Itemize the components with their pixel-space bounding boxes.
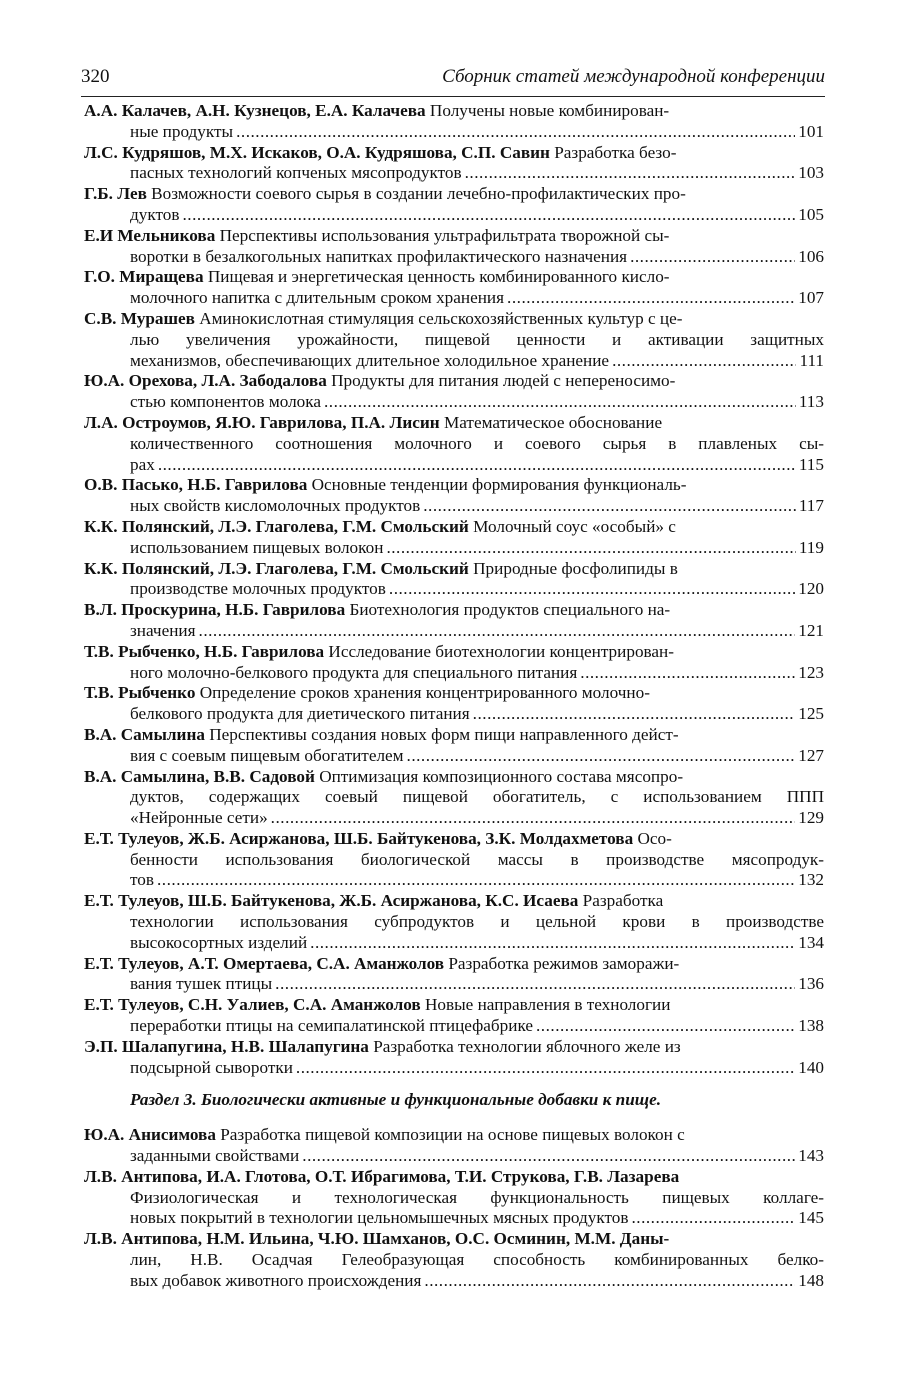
toc-entry: [84, 767, 824, 829]
entry-first-line: [84, 143, 824, 164]
entry-page-number: 123: [798, 662, 824, 682]
entry-title-start: Разработка безо-: [554, 142, 677, 162]
dot-leader: [612, 351, 796, 372]
entry-authors: С.В. Мурашев: [84, 308, 195, 328]
entry-authors: К.К. Полянский, Л.Э. Глаголева, Г.М. Смольский: [84, 516, 469, 536]
entry-title-start: Математическое обоснование: [443, 412, 663, 432]
entry-page-number: 138: [798, 1016, 824, 1036]
dot-leader: [296, 1058, 795, 1079]
entry-authors: Е.Т. Тулеуов, Ж.Б. Асиржанова, Ш.Б. Байтукенова, З.К. Молдахметова: [84, 828, 634, 848]
entry-page-number: 111: [799, 350, 824, 370]
toc-entry: [84, 413, 824, 475]
dot-leader: [324, 392, 796, 413]
entry-page-number: 140: [798, 1057, 824, 1077]
entry-first-line: [84, 1167, 824, 1188]
dot-leader: [631, 1208, 795, 1229]
entry-page-number: 127: [798, 745, 824, 765]
entry-authors: В.А. Самылина: [84, 724, 205, 744]
entry-authors: Е.Т. Тулеуов, Ш.Б. Байтукенова, Ж.Б. Асиржанова, К.С. Исаева: [84, 891, 579, 911]
entry-first-line: [84, 226, 824, 247]
entry-title-middle: технологии использования субпродуктов и цельной крови в производстве: [130, 912, 824, 932]
toc-entry: [84, 184, 824, 226]
dot-leader: [536, 1016, 795, 1037]
entry-title-start: Разработка: [582, 891, 664, 911]
entry-first-line: [84, 559, 824, 580]
entry-title-end: рах: [130, 454, 155, 474]
entry-title-start: Молочный соус «особый» с: [473, 516, 676, 536]
entry-last-line: [84, 870, 824, 891]
entry-first-line: [84, 475, 824, 496]
dot-leader: [580, 663, 795, 684]
entry-first-line: [84, 829, 824, 850]
entry-last-line: [84, 1146, 824, 1167]
entry-first-line: [84, 600, 824, 621]
entry-page-number: 125: [798, 704, 824, 724]
entry-last-line: [84, 392, 824, 413]
entry-title-start: Аминокислотная стимуляция сельскохозяйственных культур с це-: [199, 308, 683, 328]
page-header: [81, 64, 825, 97]
entry-last-line: [84, 288, 824, 309]
entry-authors: Ю.А. Орехова, Л.А. Забодалова: [84, 371, 327, 391]
toc-entry: [84, 642, 824, 684]
entry-first-line: [84, 1037, 824, 1058]
toc-entry: [84, 954, 824, 996]
entry-first-line: [84, 517, 824, 538]
entry-first-line: [84, 413, 824, 434]
dot-leader: [473, 704, 796, 725]
entry-first-line: [84, 995, 824, 1016]
entry-first-line: [84, 767, 824, 788]
entry-authors: К.К. Полянский, Л.Э. Глаголева, Г.М. Смольский: [84, 558, 469, 578]
toc-entry: [84, 475, 824, 517]
entry-title-start: Определение сроков хранения концентрированного молочно-: [199, 683, 650, 703]
dot-leader: [199, 621, 796, 642]
entry-authors: Л.В. Антипова, И.А. Глотова, О.Т. Ибрагимова, Т.И. Струкова, Г.В. Лазарева: [84, 1166, 680, 1186]
dot-leader: [407, 746, 796, 767]
toc-entry: [84, 995, 824, 1037]
entry-title-start: Перспективы создания новых форм пищи направленного дейст-: [209, 724, 679, 744]
entry-first-line: [84, 1229, 824, 1250]
entry-page-number: 129: [798, 808, 824, 828]
entry-title-end: ного молочно-белкового продукта для специального питания: [130, 662, 578, 682]
entry-last-line: [84, 1016, 824, 1037]
entry-title-end: производстве молочных продуктов: [130, 579, 386, 599]
entry-title-middle: бенности использования биологической массы в производстве мясопродук-: [130, 849, 824, 869]
entry-last-line: [84, 455, 824, 476]
dot-leader: [386, 538, 795, 559]
entry-title-start: Исследование биотехнологии концентрирован-: [328, 641, 674, 661]
entry-title-end: высокосортных изделий: [130, 932, 308, 952]
entry-title-start: Разработка технологии яблочного желе из: [373, 1036, 681, 1056]
entry-title-end: вия с соевым пищевым обогатителем: [130, 745, 404, 765]
entry-authors: Т.В. Рыбченко: [84, 683, 196, 703]
entry-title-end: пасных технологий копченых мясопродуктов: [130, 163, 462, 183]
entry-last-line: [84, 933, 824, 954]
entry-first-line: [84, 309, 824, 330]
entry-page-number: 134: [798, 932, 824, 952]
entry-last-line: [84, 205, 824, 226]
entry-page-number: 132: [798, 870, 824, 890]
toc-entry: [84, 725, 824, 767]
toc-entry: [84, 1125, 824, 1167]
entry-first-line: [84, 683, 824, 704]
entry-last-line: [84, 163, 824, 184]
entry-title-start: Перспективы использования ультрафильтрата творожной сы-: [219, 225, 670, 245]
dot-leader: [507, 288, 795, 309]
dot-leader: [275, 974, 795, 995]
toc-entry: [84, 1229, 824, 1291]
entry-page-number: 145: [798, 1208, 824, 1228]
entry-title-start: Возможности соевого сырья в создании лечебно-профилактических про-: [151, 184, 686, 204]
toc-entry: [84, 1037, 824, 1079]
entry-last-line: [84, 704, 824, 725]
entry-authors: Л.А. Остроумов, Я.Ю. Гаврилова, П.А. Лисин: [84, 412, 440, 432]
table-of-contents: [84, 101, 824, 1292]
entry-authors: Г.О. Миращева: [84, 267, 204, 287]
entry-title-end: воротки в безалкогольных напитках профилактического назначения: [130, 246, 628, 266]
entry-title-middle: лью увеличения урожайности, пищевой ценности и активации защитных: [130, 329, 824, 349]
entry-page-number: 107: [798, 288, 824, 308]
toc-entry: [84, 600, 824, 642]
dot-leader: [465, 163, 796, 184]
entry-title-start: Оптимизация композиционного состава мясопро-: [319, 766, 684, 786]
entry-page-number: 103: [798, 163, 824, 183]
toc-entry: [84, 517, 824, 559]
entry-authors: О.В. Пасько, Н.Б. Гаврилова: [84, 475, 308, 495]
entry-title-start: Пищевая и энергетическая ценность комбинированного кисло-: [207, 267, 670, 287]
entry-last-line: [84, 621, 824, 642]
entry-title-start: Получены новые комбинирован-: [429, 101, 670, 120]
entry-page-number: 105: [798, 204, 824, 224]
entry-title-end: переработки птицы на семипалатинской птицефабрике: [130, 1016, 533, 1036]
entry-last-line: [84, 663, 824, 684]
entry-authors: Л.В. Антипова, Н.М. Ильина, Ч.Ю. Шамханов, О.С. Осминин, М.М. Даны-: [84, 1229, 670, 1249]
entry-page-number: 106: [798, 246, 824, 266]
entry-page-number: 121: [798, 620, 824, 640]
entry-authors: Э.П. Шалапугина, Н.В. Шалапугина: [84, 1036, 369, 1056]
dot-leader: [157, 870, 795, 891]
dot-leader: [630, 247, 795, 268]
dot-leader: [158, 455, 796, 476]
entry-title-end: новых покрытий в технологии цельномышечных мясных продуктов: [130, 1208, 629, 1228]
entry-first-line: [84, 642, 824, 663]
entry-authors: В.Л. Проскурина, Н.Б. Гаврилова: [84, 600, 346, 620]
entry-last-line: [84, 808, 824, 829]
entry-title-end: ные продукты: [130, 121, 234, 141]
toc-entry: [84, 1167, 824, 1229]
entry-title-start: Биотехнология продуктов специального на-: [349, 600, 671, 620]
entry-title-start: Основные тенденции формирования функциональ-: [311, 475, 687, 495]
entry-page-number: 101: [798, 121, 824, 141]
entry-first-line: [84, 891, 824, 912]
entry-first-line: [84, 267, 824, 288]
entry-title-end: белкового продукта для диетического питания: [130, 704, 470, 724]
toc-entry: [84, 829, 824, 891]
entry-title-end: подсырной сыворотки: [130, 1057, 293, 1077]
entry-page-number: 117: [798, 496, 824, 516]
entry-first-line: [84, 184, 824, 205]
entry-title-start: Разработка режимов заморажи-: [448, 953, 680, 973]
entry-last-line: [84, 351, 824, 372]
entry-authors: Е.Т. Тулеуов, А.Т. Омертаева, С.А. Аманжолов: [84, 953, 445, 973]
toc-entries-after-section: [84, 1125, 824, 1291]
entry-page-number: 113: [798, 392, 824, 412]
entry-title-end: вания тушек птицы: [130, 974, 273, 994]
dot-leader: [182, 205, 795, 226]
dot-leader: [423, 496, 796, 517]
entry-first-line: [84, 725, 824, 746]
entry-last-line: [84, 122, 824, 143]
entry-last-line: [84, 496, 824, 517]
entry-first-line: [84, 1125, 824, 1146]
entry-title-end: вых добавок животного происхождения: [130, 1270, 422, 1290]
entry-title-middle: Физиологическая и технологическая функциональность пищевых коллаге-: [130, 1187, 824, 1207]
entry-last-line: [84, 247, 824, 268]
entry-title-middle: лин, Н.В. Осадчая Гелеобразующая способность комбинированных белко-: [130, 1250, 824, 1270]
entry-title-end: значения: [130, 620, 196, 640]
toc-entry: [84, 226, 824, 268]
entry-title-start: Разработка пищевой композиции на основе пищевых волокон с: [220, 1125, 685, 1145]
entry-authors: В.А. Самылина, В.В. Садовой: [84, 766, 315, 786]
entry-title-middle: количественного соотношения молочного и соевого сырья в плавленых сы-: [130, 433, 824, 453]
entry-page-number: 148: [798, 1270, 824, 1290]
entry-title-end: молочного напитка с длительным сроком хранения: [130, 288, 505, 308]
entry-authors: А.А. Калачев, А.Н. Кузнецов, Е.А. Калачева: [84, 101, 426, 120]
entry-title-middle: дуктов, содержащих соевый пищевой обогатитель, с использованием ППП: [130, 787, 824, 807]
entry-last-line: [84, 746, 824, 767]
entry-title-end: стью компонентов молока: [130, 392, 321, 412]
entry-page-number: 115: [798, 454, 824, 474]
entry-title-end: «Нейронные сети»: [130, 808, 268, 828]
entry-last-line: [84, 579, 824, 600]
entry-authors: Ю.А. Анисимова: [84, 1125, 216, 1145]
entry-last-line: [84, 1058, 824, 1079]
dot-leader: [271, 808, 796, 829]
toc-entry: [84, 267, 824, 309]
entry-title-end: заданными свойствами: [130, 1146, 300, 1166]
toc-entry: [84, 101, 824, 143]
entry-last-line: [84, 1208, 824, 1229]
entry-authors: Е.И Мельникова: [84, 225, 216, 245]
toc-entry: [84, 891, 824, 953]
dot-leader: [310, 933, 795, 954]
toc-entry: [84, 309, 824, 371]
toc-entry: [84, 143, 824, 185]
entry-authors: Е.Т. Тулеуов, С.Н. Уалиев, С.А. Аманжолов: [84, 995, 421, 1015]
toc-entry: [84, 683, 824, 725]
dot-leader: [424, 1271, 795, 1292]
toc-entries-before-section: [84, 101, 824, 1078]
running-title: Сборник статей международной конференции: [442, 66, 825, 87]
entry-title-start: Осо-: [637, 828, 672, 848]
section-heading: Раздел 3. Биологически активные и функциональные добавки к пище.: [130, 1090, 662, 1110]
entry-page-number: 136: [798, 974, 824, 994]
toc-entry: [84, 559, 824, 601]
entry-page-number: 120: [798, 579, 824, 599]
entry-last-line: [84, 538, 824, 559]
dot-leader: [302, 1146, 795, 1167]
entry-page-number: 119: [798, 537, 824, 557]
entry-title-end: ных свойств кисломолочных продуктов: [130, 496, 421, 516]
dot-leader: [236, 122, 795, 143]
toc-entry: [84, 371, 824, 413]
entry-authors: Г.Б. Лев: [84, 184, 147, 204]
entry-title-end: использованием пищевых волокон: [130, 537, 384, 557]
entry-authors: Т.В. Рыбченко, Н.Б. Гаврилова: [84, 641, 325, 661]
page-number: 320: [81, 66, 110, 87]
entry-title-end: механизмов, обеспечивающих длительное холодильное хранение: [130, 350, 610, 370]
entry-authors: Л.С. Кудряшов, М.Х. Искаков, О.А. Кудряшова, С.П. Савин: [84, 142, 550, 162]
entry-title-start: Продукты для питания людей с непереносимо-: [331, 371, 676, 391]
entry-title-start: Природные фосфолипиды в: [473, 558, 678, 578]
entry-title-end: дуктов: [130, 204, 180, 224]
entry-page-number: 143: [798, 1146, 824, 1166]
entry-first-line: [84, 101, 824, 122]
entry-title-end: тов: [130, 870, 154, 890]
entry-first-line: [84, 371, 824, 392]
entry-last-line: [84, 1271, 824, 1292]
entry-first-line: [84, 954, 824, 975]
entry-last-line: [84, 974, 824, 995]
dot-leader: [389, 579, 795, 600]
entry-title-start: Новые направления в технологии: [425, 995, 671, 1015]
